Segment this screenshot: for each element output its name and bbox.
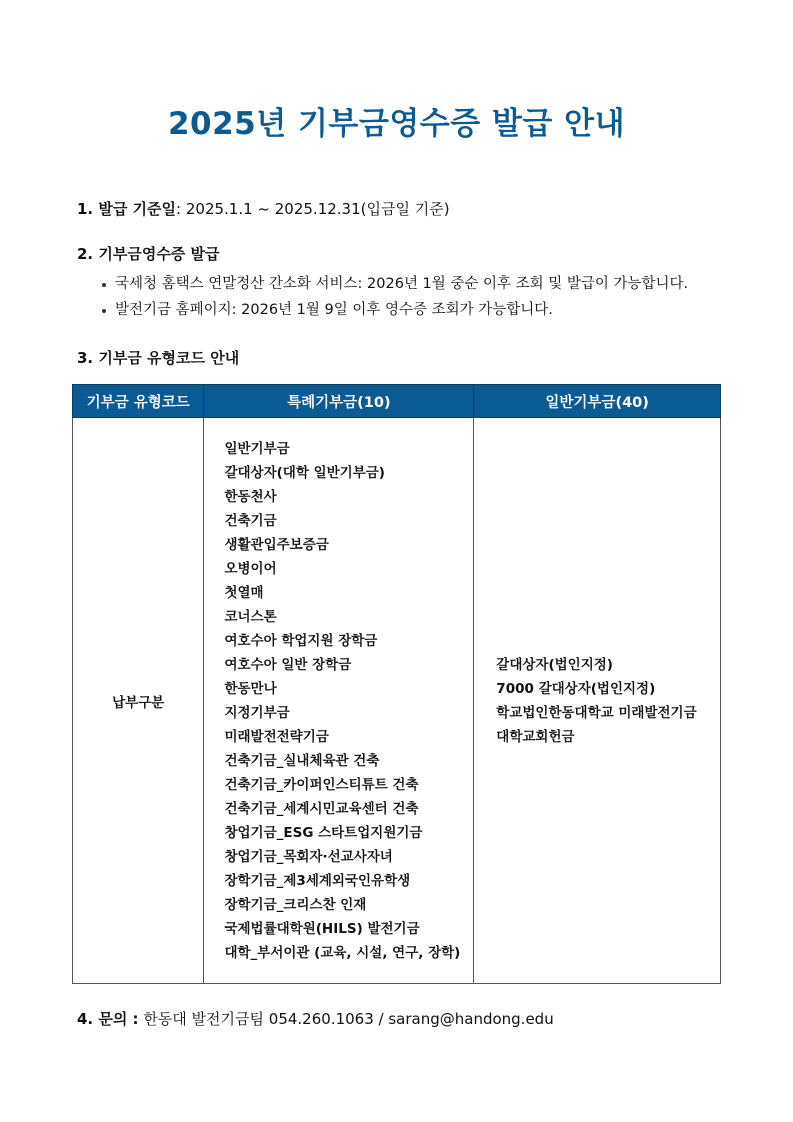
list-item: 지정기부금 [224,704,290,721]
table-row [73,418,721,984]
list-item: 한동만나 [224,680,277,697]
special-donation-cell [204,418,474,984]
issue-period-value: : 2025.1.1 ~ 2025.12.31(입금일 기준) [176,200,450,218]
receipt-issuance-label: 2. 기부금영수증 발급 [77,245,220,263]
type-code-heading [77,347,239,368]
list-item: 창업기금_ESG 스타트업지원기금 [224,824,423,841]
table-header-row [73,385,721,418]
list-item: 건축기금 [224,512,277,529]
list-item: 한동천사 [224,488,277,505]
general-donation-cell [474,418,721,984]
issue-period [77,198,450,219]
page-title: 2025년 기부금영수증 발급 안내 [167,106,626,142]
list-item: 7000 갈대상자(법인지정) [496,680,656,697]
header-special-donation: 특례기부금(10) [204,385,474,418]
row-label-payment-category: 납부구분 [73,418,204,984]
list-item: 여호수아 일반 장학금 [224,656,352,673]
list-item: 건축기금_카이퍼인스티튜트 건축 [224,776,419,793]
list-item: 갈대상자(대학 일반기부금) [224,464,385,481]
list-item: 일반기부금 [224,440,290,457]
receipt-issuance-list [100,271,688,323]
list-item: 창업기금_목회자·선교사자녀 [224,848,393,865]
list-item: 대학교회헌금 [496,728,575,745]
header-type-code: 기부금 유형코드 [73,385,204,418]
donation-type-code-table [72,384,721,984]
header-general-donation: 일반기부금(40) [474,385,721,418]
contact-label: 4. 문의 : [77,1010,139,1028]
list-item: 코너스톤 [224,608,277,625]
list-item: 대학_부서이관 (교육, 시설, 연구, 장학) [224,944,461,961]
issue-period-label: 1. 발급 기준일 [77,200,177,218]
receipt-issuance-heading [77,243,220,264]
list-item: 국제법률대학원(HILS) 발전기금 [224,920,420,937]
special-donation-list [224,437,473,965]
contact-value: 한동대 발전기금팀 054.260.1063 / sarang@handong.edu [138,1010,554,1028]
list-item: 발전기금 홈페이지: 2026년 1월 9일 이후 영수증 조회가 가능합니다. [100,297,688,323]
list-item: 생활관입주보증금 [224,536,329,553]
list-item: 갈대상자(법인지정) [496,656,613,673]
list-item: 학교법인한동대학교 미래발전기금 [496,704,697,721]
list-item: 건축기금_실내체육관 건축 [224,752,380,769]
list-item: 국세청 홈택스 연말정산 간소화 서비스: 2026년 1월 중순 이후 조회 및 발급이 가능합니다. [100,271,688,297]
list-item: 장학기금_제3세계외국인유학생 [224,872,411,889]
list-item: 장학기금_크리스찬 인재 [224,896,367,913]
list-item: 오병이어 [224,560,277,577]
general-donation-list [496,653,720,749]
list-item: 건축기금_세계시민교육센터 건축 [224,800,419,817]
list-item: 미래발전전략기금 [224,728,329,745]
contact-info [77,1008,554,1029]
list-item: 첫열매 [224,584,264,601]
type-code-label: 3. 기부금 유형코드 안내 [77,349,240,367]
list-item: 여호수아 학업지원 장학금 [224,632,378,649]
